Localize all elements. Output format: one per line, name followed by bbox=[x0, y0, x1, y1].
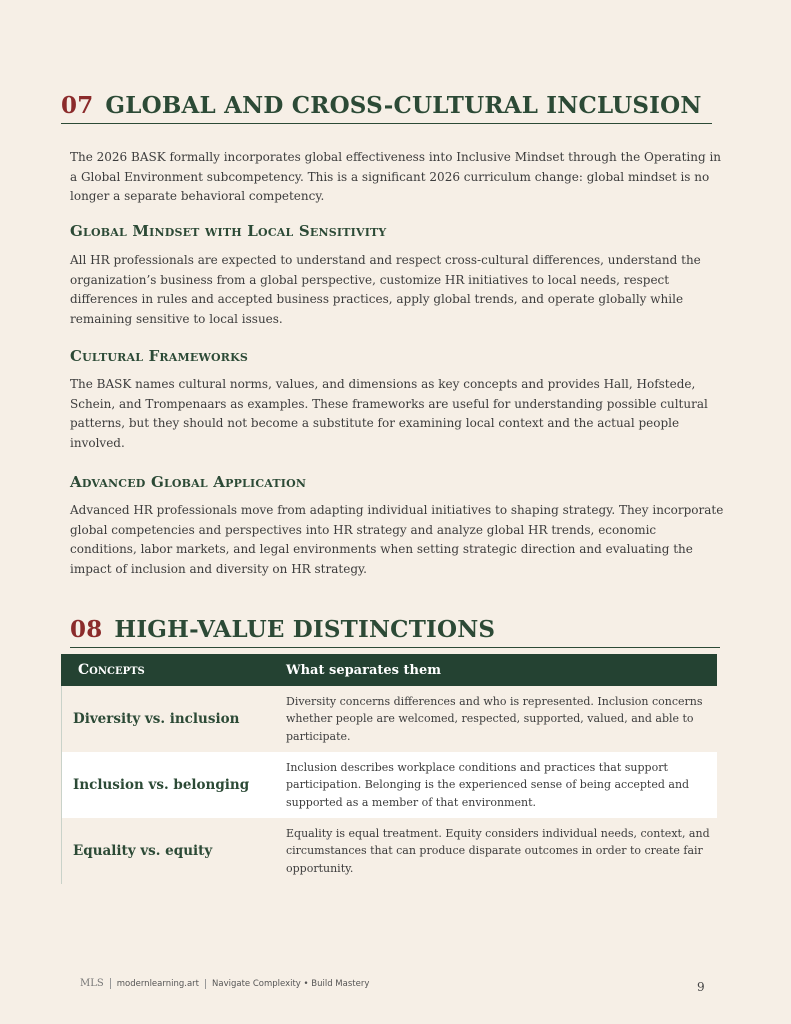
table-cell-concept: Inclusion vs. belonging bbox=[73, 777, 250, 793]
section-title: GLOBAL AND CROSS-CULTURAL INCLUSION bbox=[105, 92, 702, 119]
table-row bbox=[61, 818, 717, 884]
table-row bbox=[61, 686, 717, 752]
table-row bbox=[61, 752, 717, 818]
table-cell-description: Inclusion describes workplace conditions and practices that support participation. Belonging is the experienced sense of being accepted and supported as a member of that environment. bbox=[286, 760, 690, 809]
page-number: 9 bbox=[697, 980, 705, 994]
table-header-description: What separates them bbox=[286, 662, 441, 678]
section-number: 07 bbox=[61, 92, 94, 119]
subsection-body-cultural-frameworks: The BASK names cultural norms, values, and dimensions as key concepts and provides Hall, Hofstede, Schein, and Trompenaars as examples. These frameworks are useful for understanding possible cultural patterns, but they should not become a substitute for examining local context and the actual people involved. bbox=[70, 377, 708, 451]
subsection-body-global-mindset: All HR professionals are expected to understand and respect cross-cultural differences, understand the organization’s business from a global perspective, customize HR initiatives to local needs, respect differences in rules and accepted business practices, apply global trends, and operate globally while remaining sensitive to local issues. bbox=[70, 253, 701, 327]
intro-paragraph: The 2026 BASK formally incorporates global effectiveness into Inclusive Mindset through the Operating in a Global Environment subcompetency. This is a significant 2026 curriculum change: global mindset is no longer a separate behavioral competency. bbox=[70, 150, 722, 204]
footer-site: modernlearning.art bbox=[117, 979, 206, 989]
subsection-heading-cultural-frameworks: Cultural Frameworks bbox=[70, 347, 249, 365]
footer-tagline: Navigate Complexity • Build Mastery bbox=[212, 978, 370, 989]
table-cell-concept: Diversity vs. inclusion bbox=[73, 711, 240, 727]
distinctions-table bbox=[61, 654, 717, 884]
table-cell-concept: Equality vs. equity bbox=[73, 843, 213, 859]
table-cell-description: Equality is equal treatment. Equity considers individual needs, context, and circumstances that can produce disparate outcomes in order to create fair opportunity. bbox=[286, 826, 710, 875]
table-header-row bbox=[61, 654, 717, 686]
mls-logo: MLS bbox=[80, 978, 111, 989]
subsection-heading-global-mindset: Global Mindset with Local Sensitivity bbox=[70, 222, 387, 240]
table-header-concepts: Concepts bbox=[78, 662, 145, 678]
subsection-heading-advanced-global: Advanced Global Application bbox=[70, 473, 307, 491]
subsection-body-advanced-global: Advanced HR professionals move from adapting individual initiatives to shaping strategy. They incorporate global competencies and perspectives into HR strategy and analyze global HR trends, economic conditions, labor markets, and legal environments when setting strategic direction and evaluating the impact of inclusion and diversity on HR strategy. bbox=[70, 503, 724, 577]
section-07-heading bbox=[61, 92, 712, 124]
section-title: HIGH-VALUE DISTINCTIONS bbox=[114, 616, 496, 643]
table-cell-description: Diversity concerns differences and who is represented. Inclusion concerns whether people are welcomed, respected, supported, valued, and able to participate. bbox=[286, 694, 703, 743]
section-08-heading bbox=[70, 616, 720, 648]
section-number: 08 bbox=[70, 616, 103, 643]
page-footer bbox=[80, 978, 369, 989]
